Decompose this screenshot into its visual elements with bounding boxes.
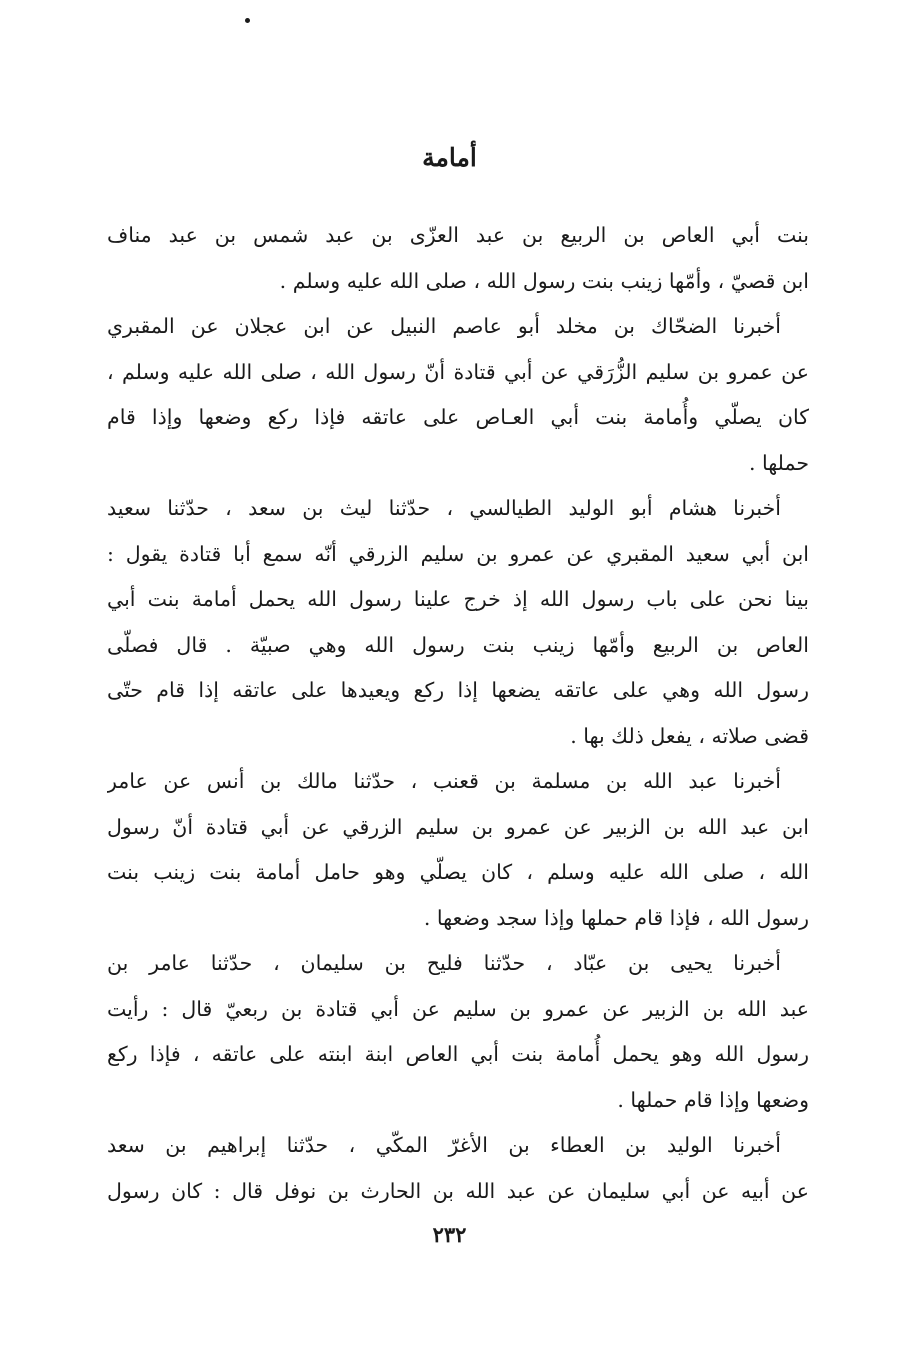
paragraph-4 <box>107 759 809 941</box>
body-text <box>107 213 809 1214</box>
speck-mark <box>245 18 250 23</box>
text-line: ابن عبد الله بن الزبير عن عمرو بن سليم الزرقي عن أبي قتادة أنّ رسول <box>107 814 809 839</box>
text-line: ابن قصيّ ، وأمّها زينب بنت رسول الله ، صلى الله عليه وسلم . <box>279 268 809 293</box>
page-number: ٢٣٢ <box>432 1222 467 1247</box>
text-line: العاص بن الربيع وأمّها زينب بنت رسول الله وهي صبيّة . قال فصلّى <box>107 632 809 657</box>
page-title: أمامة <box>422 143 477 172</box>
paragraph-1 <box>107 213 809 304</box>
paragraph-6 <box>107 1123 809 1214</box>
paragraph-3 <box>107 486 809 759</box>
paragraph-2 <box>107 304 809 486</box>
text-line: قضى صلاته ، يفعل ذلك بها . <box>570 723 809 748</box>
text-line: أخبرنا الضحّاك بن مخلد أبو عاصم النبيل عن ابن عجلان عن المقبري <box>107 314 781 338</box>
text-line: ابن أبي سعيد المقبري عن عمرو بن سليم الزرقي أنّه سمع أبا قتادة يقول : <box>107 541 809 566</box>
text-line: كان يصلّي وأُمامة بنت أبي العـاص على عاتقه فإذا ركع وضعها وإذا قام <box>107 405 809 429</box>
text-line: رسول الله وهي على عاتقه يضعها إذا ركع ويعيدها على عاتقه إذا قام حتّى <box>107 678 809 702</box>
text-line: عبد الله بن الزبير عن عمرو بن سليم عن أبي قتادة بن ربعيّ قال : رأيت <box>107 996 809 1021</box>
text-line: رسول الله وهو يحمل أُمامة بنت أبي العاص ابنة ابنته على عاتقه ، فإذا ركع <box>107 1042 809 1066</box>
text-line: عن عمرو بن سليم الزُّرَقي عن أبي قتادة أنّ رسول الله ، صلى الله عليه وسلم ، <box>107 359 809 384</box>
text-line: أخبرنا يحيى بن عبّاد ، حدّثنا فليح بن سليمان ، حدّثنا عامر بن <box>107 951 781 975</box>
text-line: أخبرنا هشام أبو الوليد الطيالسي ، حدّثنا ليث بن سعد ، حدّثنا سعيد <box>107 496 781 520</box>
paragraph-5 <box>107 941 809 1123</box>
text-line: حملها . <box>748 450 809 475</box>
text-line: الله ، صلى الله عليه وسلم ، كان يصلّي وهو حامل أمامة بنت زينب بنت <box>107 860 809 884</box>
text-line: عن أبيه عن أبي سليمان عن عبد الله بن الحارث بن نوفل قال : كان رسول <box>107 1178 809 1203</box>
text-line: وضعها وإذا قام حملها . <box>617 1087 809 1112</box>
text-line: بنت أبي العاص بن الربيع بن عبد العزّى بن عبد شمس بن عبد مناف <box>107 223 809 247</box>
text-line: بينا نحن على باب رسول الله إذ خرج علينا رسول الله يحمل أمامة بنت أبي <box>107 587 809 611</box>
text-line: رسول الله ، فإذا قام حملها وإذا سجد وضعها . <box>423 905 809 930</box>
text-line: أخبرنا الوليد بن العطاء بن الأغرّ المكّي ، حدّثنا إبراهيم بن سعد <box>107 1133 781 1157</box>
text-line: أخبرنا عبد الله بن مسلمة بن قعنب ، حدّثنا مالك بن أنس عن عامر <box>107 769 781 793</box>
